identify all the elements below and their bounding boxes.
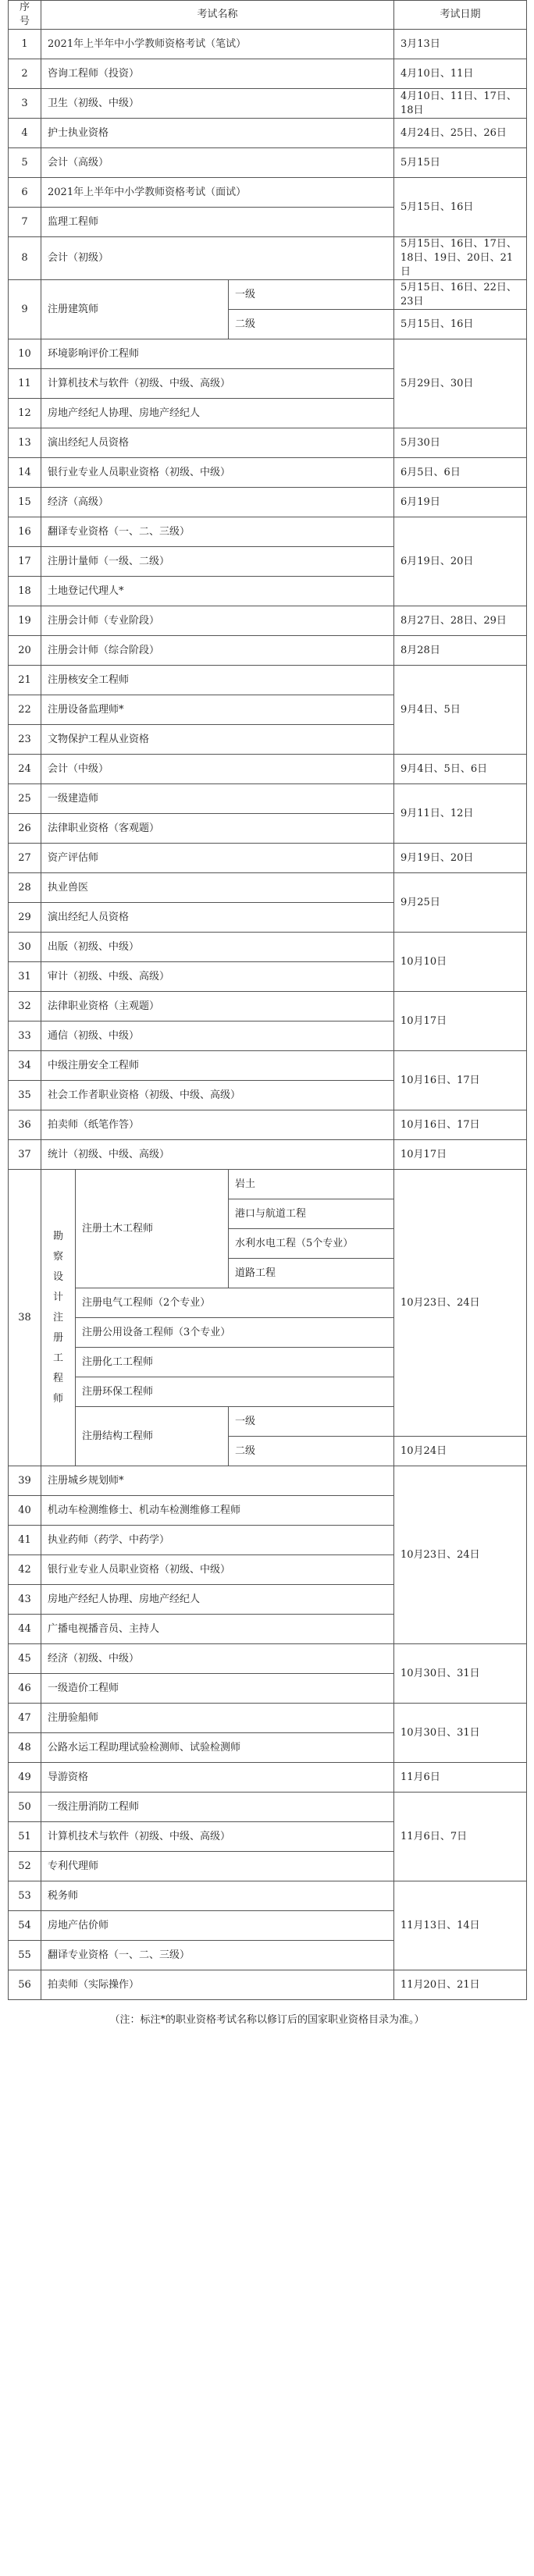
- exam-date-cell: 11月6日、7日: [394, 1793, 527, 1881]
- seq-cell: 34: [9, 1051, 41, 1081]
- seq-cell: 7: [9, 208, 41, 237]
- exam-date-cell: 11月6日: [394, 1763, 527, 1793]
- footnote: （注：标注*的职业资格考试名称以修订后的国家职业资格目录为准。）: [109, 2014, 425, 2026]
- header-name: 考试名称: [41, 1, 394, 30]
- seq-cell: 44: [9, 1615, 41, 1644]
- seq-cell: 25: [9, 784, 41, 814]
- table-row: [9, 59, 527, 89]
- seq-cell: 51: [9, 1822, 41, 1852]
- seq-cell: 39: [9, 1466, 41, 1496]
- seq-cell: 48: [9, 1733, 41, 1763]
- exam-name-cell: 专利代理师: [41, 1852, 394, 1881]
- exam-date-cell: 8月27日、28日、29日: [394, 606, 527, 636]
- exam-date-cell: 10月24日: [394, 1437, 527, 1466]
- exam-name-cell: 出版（初级、中级）: [41, 933, 394, 962]
- table-row: [9, 280, 527, 310]
- table-row: [9, 458, 527, 488]
- exam-name-cell: 经济（高级）: [41, 488, 394, 517]
- exam-name-cell: 银行业专业人员职业资格（初级、中级）: [41, 458, 394, 488]
- exam-date-cell: 10月16日、17日: [394, 1051, 527, 1110]
- seq-cell: 13: [9, 428, 41, 458]
- exam-name-cell: 公路水运工程助理试验检测师、试验检测师: [41, 1733, 394, 1763]
- table-row: [9, 873, 527, 903]
- exam-name-cell: 法律职业资格（主观题）: [41, 992, 394, 1022]
- exam-date-cell: 3月13日: [394, 30, 527, 59]
- exam-date-cell: 10月23日、24日: [394, 1466, 527, 1644]
- exam-date-cell: 5月29日、30日: [394, 339, 527, 428]
- exam-name-cell: 计算机技术与软件（初级、中级、高级）: [41, 369, 394, 399]
- subgroup-name-cell: 注册化工工程师: [76, 1348, 394, 1377]
- seq-cell: 10: [9, 339, 41, 369]
- seq-cell: 41: [9, 1526, 41, 1555]
- exam-name-cell: 房地产经纪人协理、房地产经纪人: [41, 1585, 394, 1615]
- table-row: [9, 119, 527, 148]
- table-header-row: [9, 1, 527, 30]
- exam-name-cell: 机动车检测维修士、机动车检测维修工程师: [41, 1496, 394, 1526]
- specialty-cell: 港口与航道工程: [229, 1199, 394, 1229]
- exam-name-cell: 卫生（初级、中级）: [41, 89, 394, 119]
- exam-name-cell: 法律职业资格（客观题）: [41, 814, 394, 844]
- exam-name-cell: 经济（初级、中级）: [41, 1644, 394, 1674]
- level-cell: 一级: [229, 280, 394, 310]
- seq-cell: 8: [9, 237, 41, 280]
- exam-date-cell: 11月13日、14日: [394, 1881, 527, 1970]
- seq-cell: 56: [9, 1970, 41, 2000]
- table-row: [9, 428, 527, 458]
- exam-name-cell: 税务师: [41, 1881, 394, 1911]
- seq-cell: 12: [9, 399, 41, 428]
- exam-date-cell: 4月10日、11日: [394, 59, 527, 89]
- exam-name-cell: 咨询工程师（投资）: [41, 59, 394, 89]
- exam-name-cell: 注册会计师（专业阶段）: [41, 606, 394, 636]
- seq-cell: 18: [9, 577, 41, 606]
- exam-name-cell: 翻译专业资格（一、二、三级）: [41, 1941, 394, 1970]
- table-row: [9, 784, 527, 814]
- seq-cell: 50: [9, 1793, 41, 1822]
- exam-name-cell: 一级造价工程师: [41, 1674, 394, 1704]
- exam-name-cell: 中级注册安全工程师: [41, 1051, 394, 1081]
- exam-name-cell: 计算机技术与软件（初级、中级、高级）: [41, 1822, 394, 1852]
- seq-cell: 20: [9, 636, 41, 666]
- table-row: [9, 933, 527, 962]
- exam-name-cell: 广播电视播音员、主持人: [41, 1615, 394, 1644]
- seq-cell: 31: [9, 962, 41, 992]
- exam-date-cell: 9月11日、12日: [394, 784, 527, 844]
- exam-name-cell: 2021年上半年中小学教师资格考试（笔试）: [41, 30, 394, 59]
- table-row: [9, 1051, 527, 1081]
- table-row: [9, 1466, 527, 1496]
- table-row: [9, 606, 527, 636]
- exam-name-cell: 一级建造师: [41, 784, 394, 814]
- table-row: [9, 1110, 527, 1140]
- seq-cell: 5: [9, 148, 41, 178]
- table-row: [9, 89, 527, 119]
- exam-name-cell: 会计（中级）: [41, 755, 394, 784]
- subgroup-name-cell: 注册结构工程师: [76, 1407, 229, 1466]
- exam-date-cell: 8月28日: [394, 636, 527, 666]
- exam-name-cell: 演出经纪人员资格: [41, 428, 394, 458]
- table-row: [9, 178, 527, 208]
- exam-name-cell: 导游资格: [41, 1763, 394, 1793]
- exam-name-cell: 会计（初级）: [41, 237, 394, 280]
- table-row: [9, 755, 527, 784]
- specialty-cell: 岩土: [229, 1170, 394, 1199]
- exam-name-cell: 土地登记代理人*: [41, 577, 394, 606]
- exam-date-cell: 6月19日: [394, 488, 527, 517]
- exam-date-cell: 10月16日、17日: [394, 1110, 527, 1140]
- seq-cell: 46: [9, 1674, 41, 1704]
- exam-name-cell: 注册验船师: [41, 1704, 394, 1733]
- exam-date-cell: 4月24日、25日、26日: [394, 119, 527, 148]
- level-cell: 二级: [229, 1437, 394, 1466]
- table-row: [9, 1140, 527, 1170]
- exam-name-cell: 社会工作者职业资格（初级、中级、高级）: [41, 1081, 394, 1110]
- table-row: [9, 1970, 527, 2000]
- exam-date-cell: 5月15日、16日: [394, 178, 527, 237]
- table-row: [9, 517, 527, 547]
- exam-name-cell: 注册会计师（综合阶段）: [41, 636, 394, 666]
- exam-date-cell: 5月15日、16日、22日、23日: [394, 280, 527, 310]
- seq-cell: 54: [9, 1911, 41, 1941]
- exam-date-cell: 5月15日、16日: [394, 310, 527, 339]
- seq-cell: 21: [9, 666, 41, 695]
- seq-cell: 29: [9, 903, 41, 933]
- exam-name-cell: 一级注册消防工程师: [41, 1793, 394, 1822]
- seq-cell: 33: [9, 1022, 41, 1051]
- table-row: [9, 844, 527, 873]
- exam-group-name-cell: [41, 1170, 76, 1466]
- exam-name-cell: 执业兽医: [41, 873, 394, 903]
- seq-cell: 49: [9, 1763, 41, 1793]
- seq-cell: 42: [9, 1555, 41, 1585]
- seq-cell: 43: [9, 1585, 41, 1615]
- seq-cell: 22: [9, 695, 41, 725]
- seq-cell: 19: [9, 606, 41, 636]
- table-row: [9, 488, 527, 517]
- exam-name-cell: 银行业专业人员职业资格（初级、中级）: [41, 1555, 394, 1585]
- exam-name-cell: 2021年上半年中小学教师资格考试（面试）: [41, 178, 394, 208]
- specialty-cell: 水利水电工程（5个专业）: [229, 1229, 394, 1259]
- exam-name-cell: 审计（初级、中级、高级）: [41, 962, 394, 992]
- seq-cell: 6: [9, 178, 41, 208]
- table-row: [9, 148, 527, 178]
- exam-date-cell: 9月4日、5日、6日: [394, 755, 527, 784]
- exam-date-cell: 10月10日: [394, 933, 527, 992]
- exam-group-name-text: 勘察设计注册工程师: [52, 1230, 63, 1405]
- exam-date-cell: 9月19日、20日: [394, 844, 527, 873]
- level-cell: 一级: [229, 1407, 394, 1437]
- exam-name-cell: 拍卖师（实际操作）: [41, 1970, 394, 2000]
- seq-cell: 30: [9, 933, 41, 962]
- seq-cell: 53: [9, 1881, 41, 1911]
- subgroup-name-cell: 注册公用设备工程师（3个专业）: [76, 1318, 394, 1348]
- seq-cell: 24: [9, 755, 41, 784]
- subgroup-name-cell: 注册环保工程师: [76, 1377, 394, 1407]
- seq-cell: 3: [9, 89, 41, 119]
- level-cell: 二级: [229, 310, 394, 339]
- seq-cell: 4: [9, 119, 41, 148]
- table-row: [9, 636, 527, 666]
- subgroup-name-cell: 注册土木工程师: [76, 1170, 229, 1288]
- exam-name-cell: 护士执业资格: [41, 119, 394, 148]
- table-row: [9, 1170, 527, 1199]
- table-row: [9, 339, 527, 369]
- exam-date-cell: 9月25日: [394, 873, 527, 933]
- seq-cell: 16: [9, 517, 41, 547]
- table-row: [9, 666, 527, 695]
- subgroup-name-cell: 注册电气工程师（2个专业）: [76, 1288, 394, 1318]
- table-row: [9, 237, 527, 280]
- exam-schedule-table: [8, 0, 527, 2000]
- exam-date-cell: 4月10日、11日、17日、18日: [394, 89, 527, 119]
- table-row: [9, 30, 527, 59]
- table-row: [9, 1704, 527, 1733]
- exam-date-cell: 5月15日: [394, 148, 527, 178]
- seq-cell: 15: [9, 488, 41, 517]
- exam-date-cell: 5月15日、16日、17日、18日、19日、20日、21日: [394, 237, 527, 280]
- seq-cell: 14: [9, 458, 41, 488]
- seq-cell: 9: [9, 280, 41, 339]
- exam-name-cell: 拍卖师（纸笔作答）: [41, 1110, 394, 1140]
- seq-cell: 45: [9, 1644, 41, 1674]
- seq-cell: 52: [9, 1852, 41, 1881]
- specialty-cell: 道路工程: [229, 1259, 394, 1288]
- header-seq: 序号: [9, 1, 41, 30]
- exam-name-cell: 注册设备监理师*: [41, 695, 394, 725]
- exam-date-cell: 10月17日: [394, 992, 527, 1051]
- exam-name-cell: 房地产估价师: [41, 1911, 394, 1941]
- table-row: [9, 1881, 527, 1911]
- seq-cell: 32: [9, 992, 41, 1022]
- seq-cell: 40: [9, 1496, 41, 1526]
- exam-name-cell: 注册建筑师: [41, 280, 229, 339]
- exam-name-cell: 环境影响评价工程师: [41, 339, 394, 369]
- exam-name-cell: 注册核安全工程师: [41, 666, 394, 695]
- exam-date-cell: 6月19日、20日: [394, 517, 527, 606]
- exam-date-cell: 10月17日: [394, 1140, 527, 1170]
- exam-name-cell: 翻译专业资格（一、二、三级）: [41, 517, 394, 547]
- seq-cell: 27: [9, 844, 41, 873]
- exam-name-cell: 执业药师（药学、中药学）: [41, 1526, 394, 1555]
- seq-cell: 47: [9, 1704, 41, 1733]
- table-row: [9, 1644, 527, 1674]
- seq-cell: 28: [9, 873, 41, 903]
- exam-name-cell: 统计（初级、中级、高级）: [41, 1140, 394, 1170]
- exam-date-cell: 9月4日、5日: [394, 666, 527, 755]
- exam-name-cell: 房地产经纪人协理、房地产经纪人: [41, 399, 394, 428]
- seq-cell: 55: [9, 1941, 41, 1970]
- exam-name-cell: 资产评估师: [41, 844, 394, 873]
- exam-name-cell: 演出经纪人员资格: [41, 903, 394, 933]
- exam-date-cell: 10月30日、31日: [394, 1704, 527, 1763]
- seq-cell: 17: [9, 547, 41, 577]
- exam-name-cell: 会计（高级）: [41, 148, 394, 178]
- exam-name-cell: 文物保护工程从业资格: [41, 725, 394, 755]
- exam-date-cell: 6月5日、6日: [394, 458, 527, 488]
- seq-cell: 1: [9, 30, 41, 59]
- seq-cell: 35: [9, 1081, 41, 1110]
- table-row: [9, 1793, 527, 1822]
- exam-name-cell: 监理工程师: [41, 208, 394, 237]
- seq-cell: 2: [9, 59, 41, 89]
- seq-cell: 38: [9, 1170, 41, 1466]
- exam-date-cell: 10月30日、31日: [394, 1644, 527, 1704]
- seq-cell: 11: [9, 369, 41, 399]
- exam-name-cell: 通信（初级、中级）: [41, 1022, 394, 1051]
- table-row: [9, 1763, 527, 1793]
- exam-date-cell: 5月30日: [394, 428, 527, 458]
- exam-date-cell: 11月20日、21日: [394, 1970, 527, 2000]
- seq-cell: 36: [9, 1110, 41, 1140]
- exam-date-cell: 10月23日、24日: [394, 1170, 527, 1437]
- seq-cell: 37: [9, 1140, 41, 1170]
- header-date: 考试日期: [394, 1, 527, 30]
- table-row: [9, 992, 527, 1022]
- exam-name-cell: 注册计量师（一级、二级）: [41, 547, 394, 577]
- seq-cell: 26: [9, 814, 41, 844]
- exam-name-cell: 注册城乡规划师*: [41, 1466, 394, 1496]
- seq-cell: 23: [9, 725, 41, 755]
